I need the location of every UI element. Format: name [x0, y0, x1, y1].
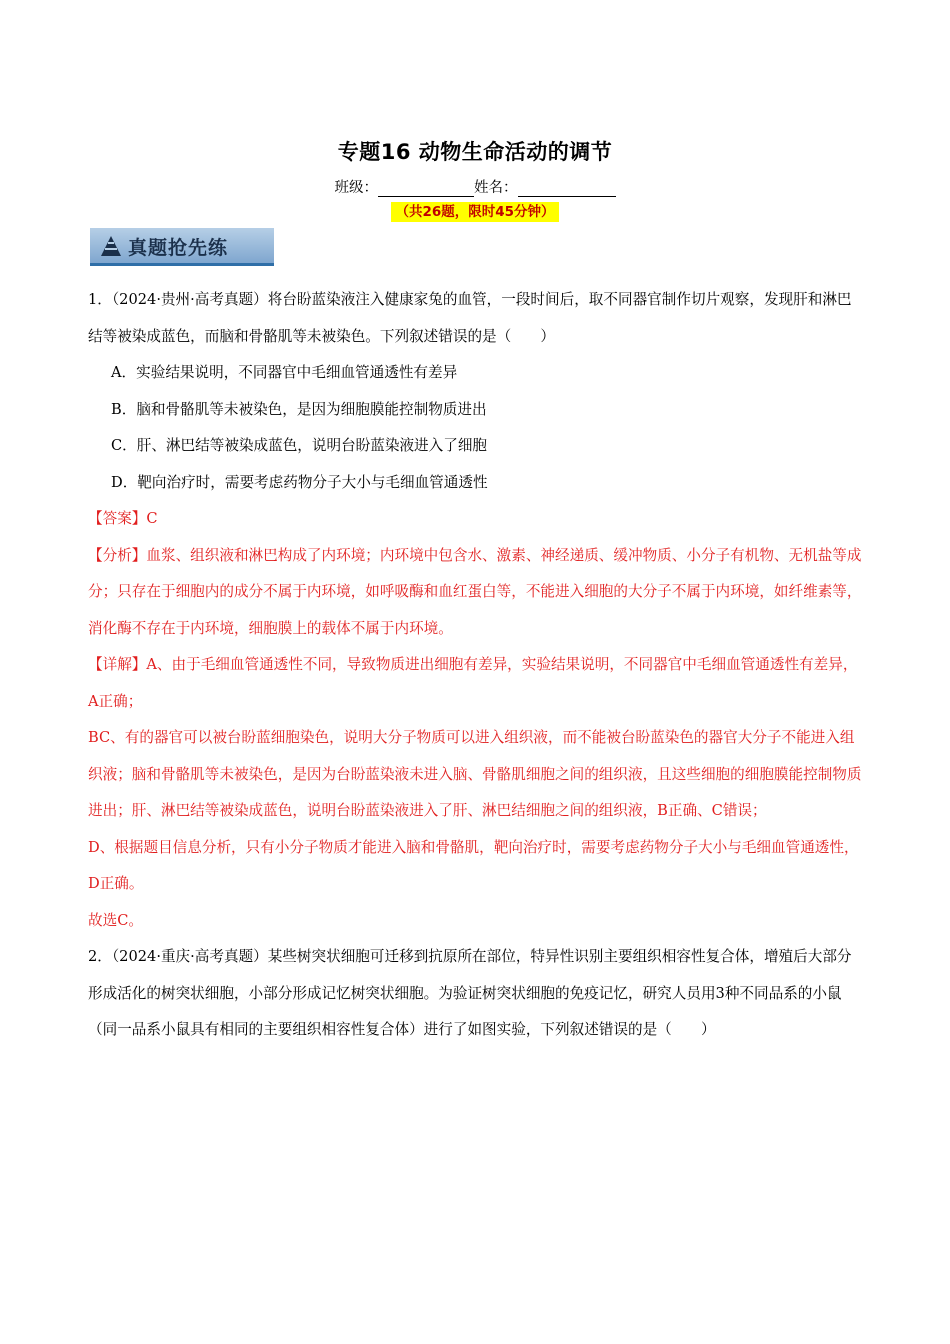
student-info-line [0, 176, 950, 197]
question-2-stem: 2．（2024·重庆·高考真题）某些树突状细胞可迁移到抗原所在部位，特异性识别主要组织相容性复合体，增殖后大部分形成活化的树突状细胞，小部分形成记忆树突状细胞。为验证树突状细胞的免疫记忆，研究人员用3种不同品系的小鼠（同一品系小鼠具有相同的主要组织相容性复合体）进行了如图实验，下列叙述错误的是（ ） [88, 948, 852, 1038]
name-blank [518, 182, 616, 197]
question-1-detail-bc: BC、有的器官可以被台盼蓝细胞染色，说明大分子物质可以进入组织液，而不能被台盼蓝染色的器官大分子不能进入组织液；脑和骨骼肌等未被染色，是因为台盼蓝染液未进入脑、骨骼肌细胞之间的组织液，且这些细胞的细胞膜能控制物质进出；肝、淋巴结等被染成蓝色，说明台盼蓝染液进入了肝、淋巴结细胞之间的组织液，B正确、C错误； [88, 729, 862, 819]
question-content [88, 282, 863, 1049]
question-1-analysis: 【分析】血浆、组织液和淋巴构成了内环境；内环境中包含水、激素、神经递质、缓冲物质、小分子有机物、无机盐等成分；只存在于细胞内的成分不属于内环境，如呼吸酶和血红蛋白等，不能进入细胞的大分子不属于内环境，如纤维素等，消化酶不存在于内环境，细胞膜上的载体不属于内环境。 [88, 546, 862, 637]
section-banner-label: 真题抢先练 [128, 237, 229, 259]
time-limit-badge: （共26题，限时45分钟） [391, 202, 558, 222]
question-1-stem: 1．（2024·贵州·高考真题）将台盼蓝染液注入健康家兔的血管，一段时间后，取不同器官制作切片观察，发现肝和淋巴结等被染成蓝色，而脑和骨骼肌等未被染色。下列叙述错误的是（ ） [88, 291, 852, 345]
pyramid-icon [100, 235, 122, 257]
class-label: 班级： [334, 180, 378, 196]
name-label: 姓名： [474, 180, 518, 196]
question-1-detail-a: 【详解】A、由于毛细血管通透性不同，导致物质进出细胞有差异，实验结果说明，不同器官中毛细血管通透性有差异，A正确； [88, 656, 858, 710]
question-1-option-c: C．肝、淋巴结等被染成蓝色，说明台盼蓝染液进入了细胞 [111, 437, 488, 454]
question-1-option-b: B．脑和骨骼肌等未被染色，是因为细胞膜能控制物质进出 [111, 400, 487, 418]
class-blank [378, 182, 474, 197]
page-title: 专题16 动物生命活动的调节 [337, 140, 613, 164]
question-1-conclusion: 故选C。 [88, 911, 143, 929]
question-1-option-d: D．靶向治疗时，需要考虑药物分子大小与毛细血管通透性 [111, 473, 488, 491]
question-1-answer: 【答案】C [88, 510, 158, 527]
section-banner [90, 228, 274, 266]
question-1-option-a: A．实验结果说明，不同器官中毛细血管通透性有差异 [111, 364, 458, 381]
question-1-detail-d: D、根据题目信息分析，只有小分子物质才能进入脑和骨骼肌，靶向治疗时，需要考虑药物分子大小与毛细血管通透性，D正确。 [88, 838, 859, 892]
